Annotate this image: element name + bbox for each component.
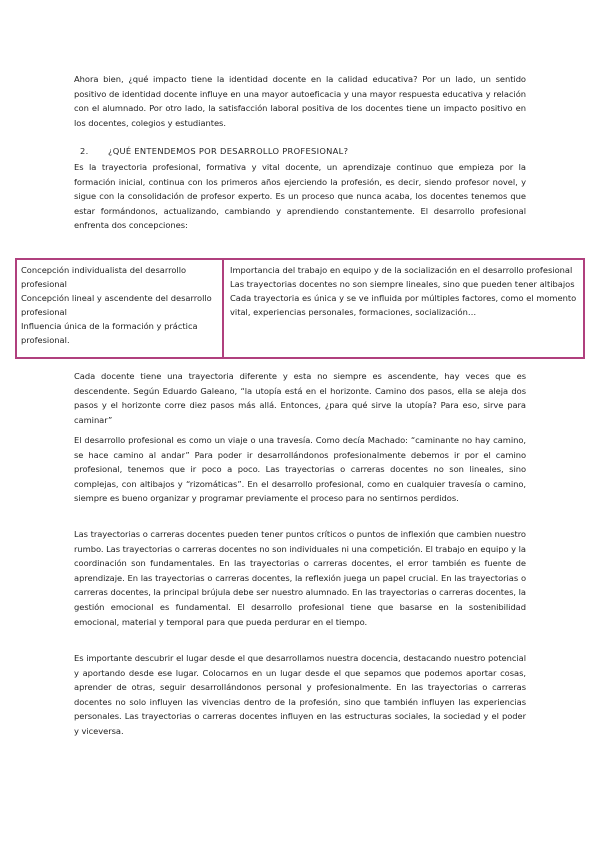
- body-paragraph: El desarrollo profesional es como un viaje o una travesía. Como decía Machado: “caminante no hay camino, se hace camino al andar” Para poder ir desarrollándonos profesionalmente debemos ir por el camino profesional, tenemos que ir poco a poco. Las trayectorias o carreras docentes no son lineales, sino complejas, con altibajos y “rizomáticas”. En el desarrollo profesional, como en cualquier travesía o camino, siempre es bueno organizar y programar previamente el proceso para no sentirnos perdidos.: [74, 435, 526, 504]
- table-cell: Concepción lineal y ascendente del desarrollo profesional: [21, 293, 212, 317]
- table-cell: Cada trayectoria es única y se ve influida por múltiples factores, como el momento vital, experiencias personales, formaciones, socialización…: [230, 293, 577, 317]
- section-number: 2.: [80, 146, 89, 156]
- table-cell: Concepción individualista del desarrollo profesional: [21, 265, 187, 289]
- table-cell: Las trayectorias docentes no son siempre lineales, sino que pueden tener altibajos: [230, 279, 575, 289]
- body-paragraph: Cada docente tiene una trayectoria diferente y esta no siempre es ascendente, hay veces que es descendente. Según Eduardo Galeano, “la utopía está en el horizonte. Camino dos pasos, ella se aleja dos pasos y el horizonte corre diez pasos más allá. Entonces, ¿para qué sirve la utopía? Para eso, sirve para caminar”: [74, 371, 526, 425]
- table-column-traditional: [17, 260, 224, 357]
- body-paragraph: Es importante descubrir el lugar desde el que desarrollamos nuestra docencia, destacando nuestro potencial y aportando desde ese lugar. Colocarnos en un lugar desde el que sepamos que podemos aportar cosas, aprender de otras, seguir desarrollándonos personal y profesionalmente. En las trayectorias o carreras docentes no solo influyen las vivencias dentro de la profesión, sino que también influyen las experiencias personales. Las trayectorias o carreras docentes influyen en las estructuras sociales, la sociedad y el poder y viceversa.: [74, 653, 526, 736]
- table-cell: Importancia del trabajo en equipo y de la socialización en el desarrollo profesional: [230, 265, 573, 275]
- definition-paragraph: Es la trayectoria profesional, formativa y vital docente, un aprendizaje continuo que empieza por la formación inicial, continua con los primeros años ejerciendo la profesión, es decir, siendo profesor novel, y sigue con la consolidación de profesor experto. Es un proceso que nunca acaba, los docentes tenemos que estar formándonos, actualizando, cambiando y aprendiendo constantemente. El desarrollo profesional enfrenta dos concepciones:: [74, 162, 526, 231]
- section-heading: [80, 145, 348, 158]
- concepciones-table: [15, 258, 585, 359]
- table-column-alternative: [224, 260, 583, 357]
- section-title: ¿QUÉ ENTENDEMOS POR DESARROLLO PROFESIONAL?: [108, 146, 349, 156]
- table-cell: Influencia única de la formación y práctica profesional.: [21, 321, 198, 345]
- body-paragraph: Las trayectorias o carreras docentes pueden tener puntos críticos o puntos de inflexión que cambien nuestro rumbo. Las trayectorias o carreras docentes no son individuales ni una competición. El trabajo en equipo y la coordinación son fundamentales. En las trayectorias o carreras docentes, el error también es fuente de aprendizaje. En las trayectorias o carreras docentes, la reflexión juega un papel crucial. En las trayectorias o carreras docentes, la principal brújula debe ser nuestro alumnado. En las trayectorias o carreras docentes, la gestión emocional es fundamental. El desarrollo profesional tiene que basarse en la sostenibilidad emocional, material y temporal para que pueda perdurar en el tiempo.: [74, 529, 526, 627]
- intro-paragraph: Ahora bien, ¿qué impacto tiene la identidad docente en la calidad educativa? Por un lado, un sentido positivo de identidad docente influye en una mayor autoeficacia y una mayor respuesta educativa y relación con el alumnado. Por otro lado, la satisfacción laboral positiva de los docentes tiene un impacto positivo en los docentes, colegios y estudiantes.: [74, 74, 526, 128]
